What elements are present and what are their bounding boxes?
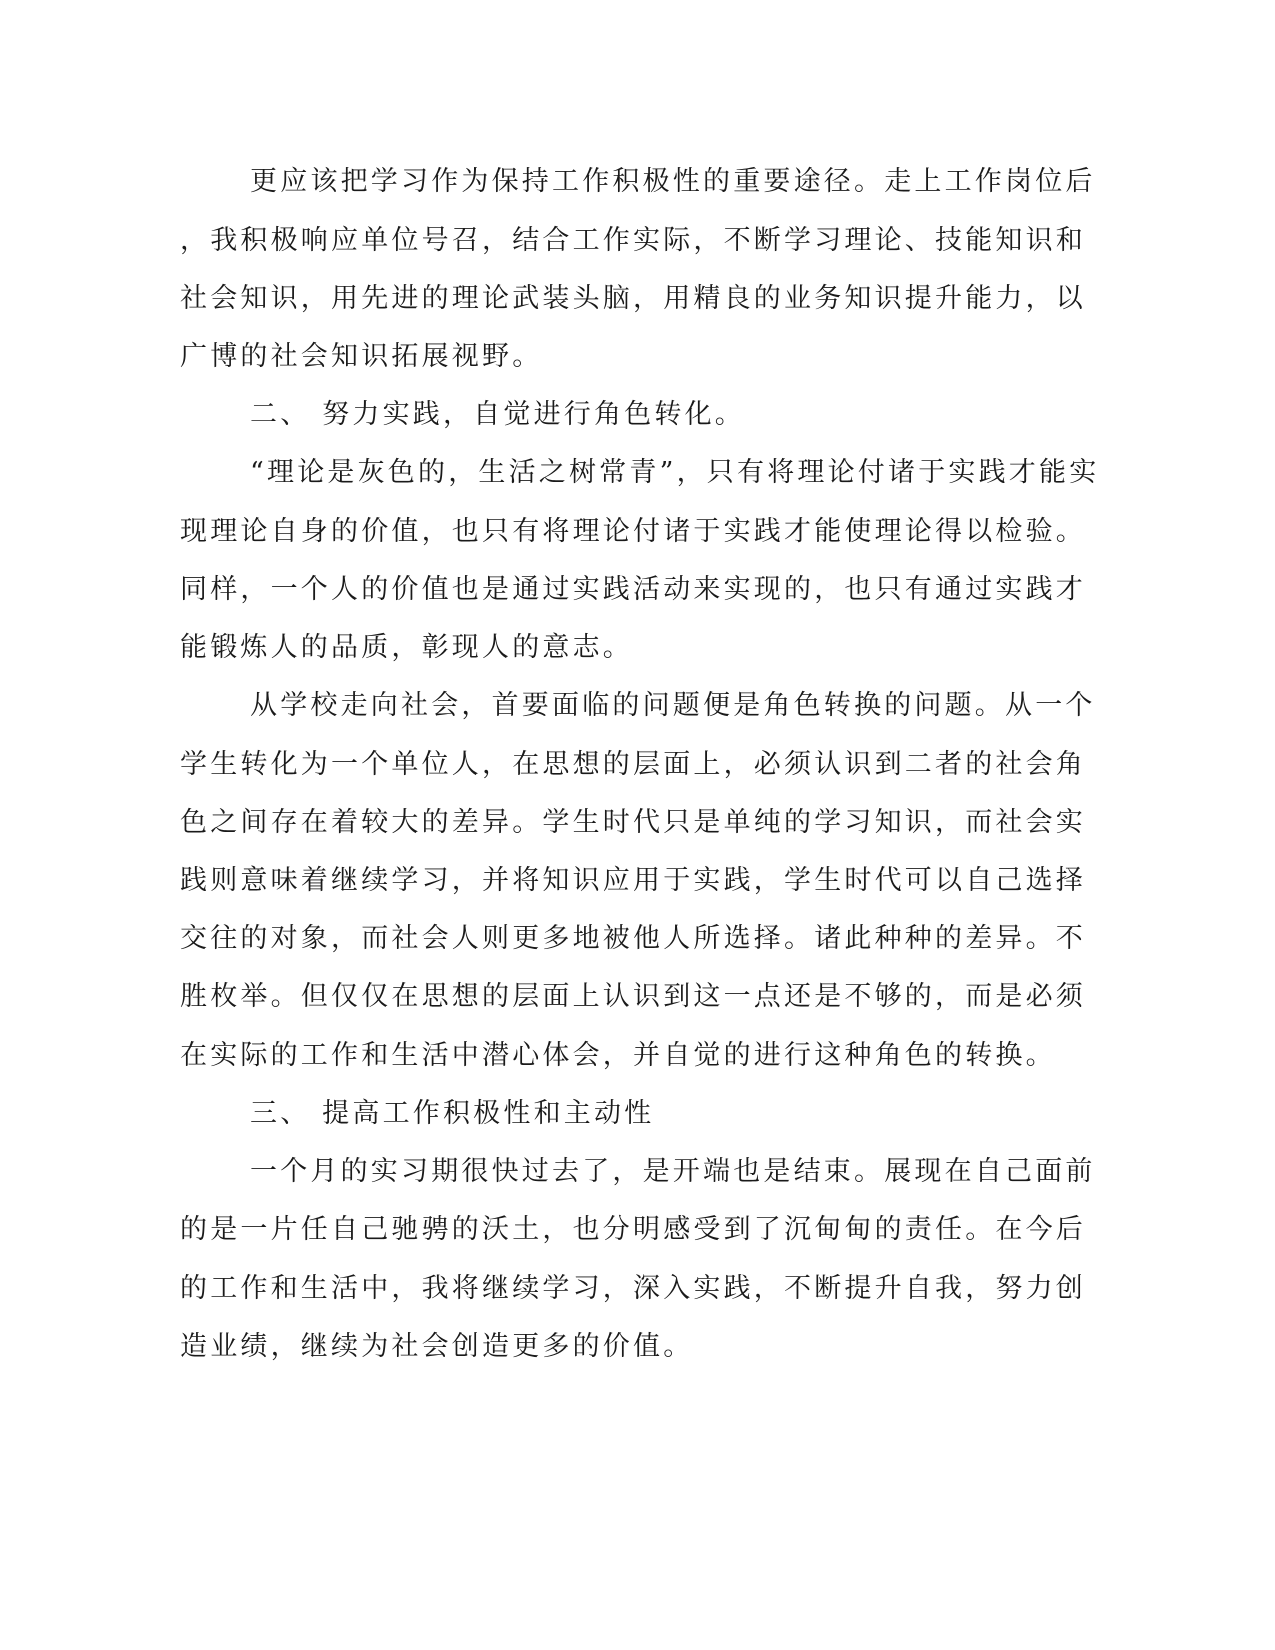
text-line-2: ，我积极响应单位号召，结合工作实际，不断学习理论、技能知识和 xyxy=(180,225,1086,256)
text-line-3: 社会知识，用先进的理论武装头脑，用精良的业务知识提升能力，以 xyxy=(180,283,1086,314)
section-heading-3: 三、 提高工作积极性和主动性 xyxy=(250,1098,655,1129)
text-line-1: 更应该把学习作为保持工作积极性的重要途径。走上工作岗位后 xyxy=(250,166,1096,197)
text-line-20: 的工作和生活中，我将继续学习，深入实践，不断提升自我，努力创 xyxy=(180,1273,1086,1304)
text-line-9: 能锻炼人的品质，彰现人的意志。 xyxy=(180,632,633,663)
text-line-19: 的是一片任自己驰骋的沃土，也分明感受到了沉甸甸的责任。在今后 xyxy=(180,1214,1086,1245)
text-line-13: 践则意味着继续学习，并将知识应用于实践，学生时代可以自己选择 xyxy=(180,865,1086,896)
text-line-8: 同样，一个人的价值也是通过实践活动来实现的，也只有通过实践才 xyxy=(180,574,1086,605)
text-line-4: 广博的社会知识拓展视野。 xyxy=(180,341,543,372)
text-line-7: 现理论自身的价值，也只有将理论付诸于实践才能使理论得以检验。 xyxy=(180,516,1086,547)
text-line-16: 在实际的工作和生活中潜心体会，并自觉的进行这种角色的转换。 xyxy=(180,1040,1056,1071)
text-line-10: 从学校走向社会，首要面临的问题便是角色转换的问题。从一个 xyxy=(250,690,1096,721)
text-line-12: 色之间存在着较大的差异。学生时代只是单纯的学习知识，而社会实 xyxy=(180,807,1086,838)
text-line-11: 学生转化为一个单位人，在思想的层面上，必须认识到二者的社会角 xyxy=(180,749,1086,780)
text-line-14: 交往的对象，而社会人则更多地被他人所选择。诸此种种的差异。不 xyxy=(180,923,1086,954)
text-line-6: “理论是灰色的，生活之树常青”，只有将理论付诸于实践才能实 xyxy=(250,457,1100,488)
text-line-15: 胜枚举。但仅仅在思想的层面上认识到这一点还是不够的，而是必须 xyxy=(180,981,1086,1012)
text-line-21: 造业绩，继续为社会创造更多的价值。 xyxy=(180,1331,694,1362)
text-line-18: 一个月的实习期很快过去了，是开端也是结束。展现在自己面前 xyxy=(250,1156,1096,1187)
section-heading-2: 二、 努力实践，自觉进行角色转化。 xyxy=(250,399,745,430)
